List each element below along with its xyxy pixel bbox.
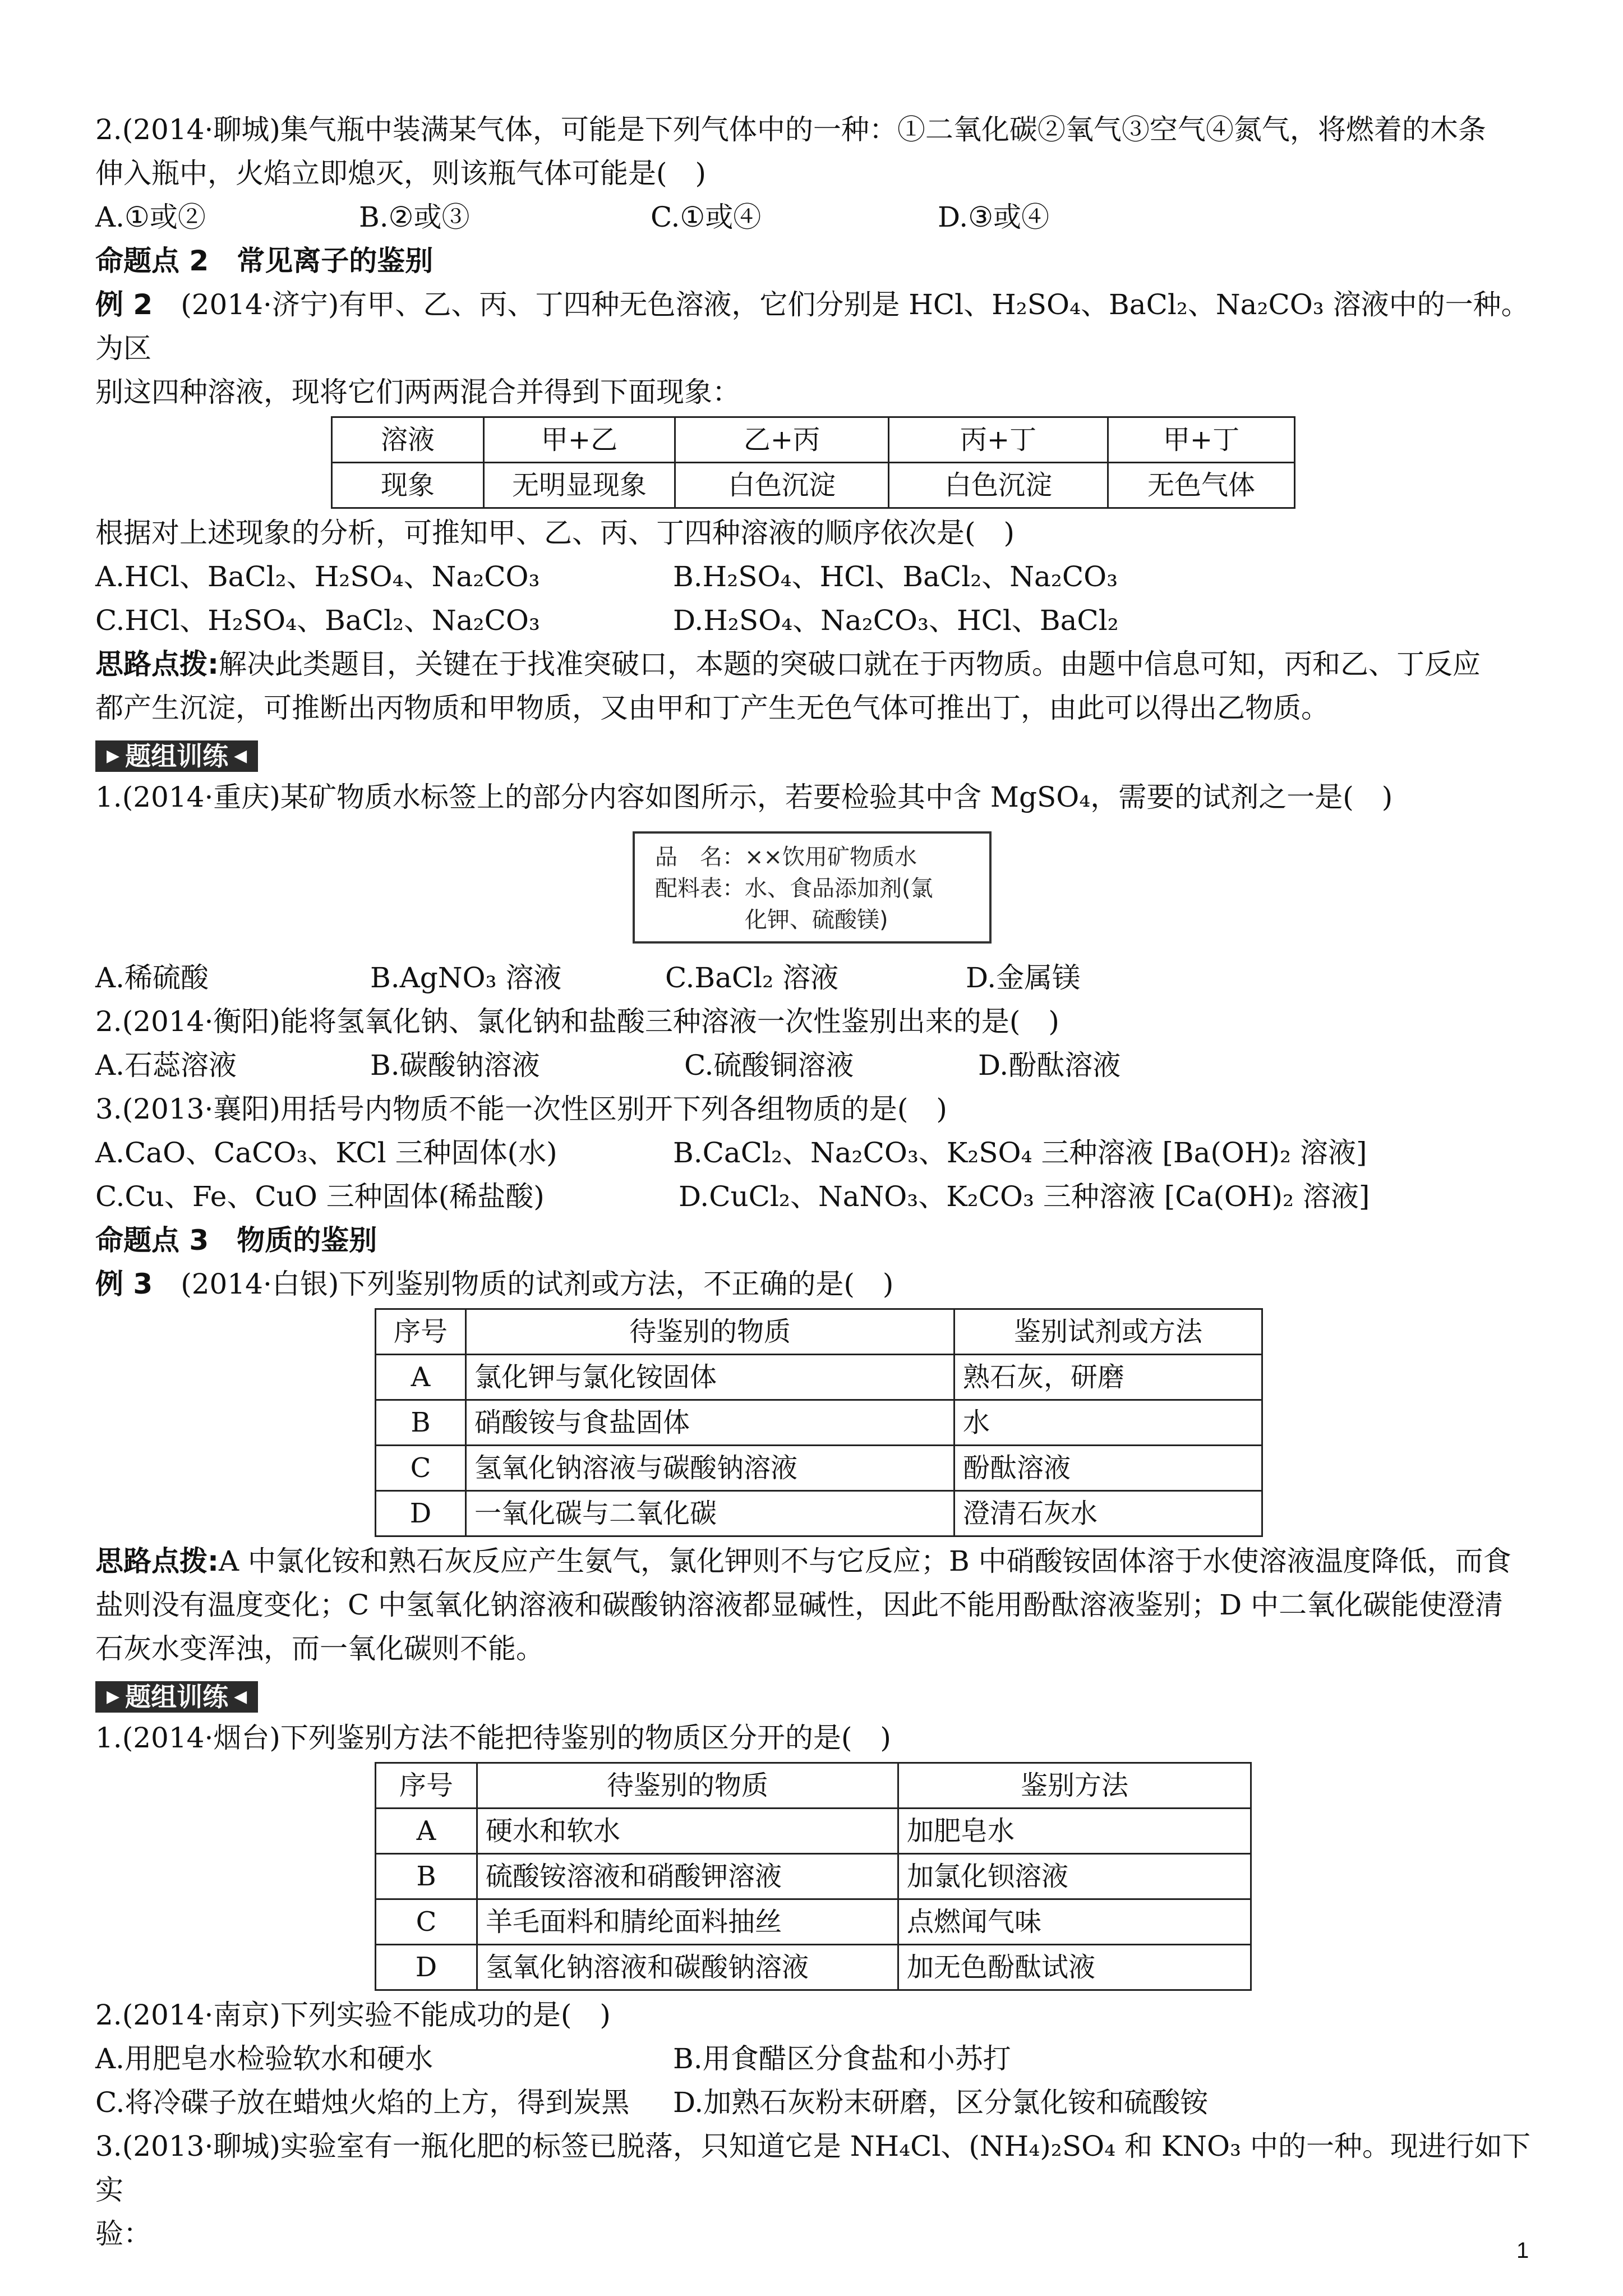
table-row xyxy=(376,1809,1251,1854)
table-cell: 硬水和软水 xyxy=(477,1809,898,1854)
option: A.①或② xyxy=(95,201,206,233)
method-table xyxy=(375,1762,1252,1991)
table-cell: 澄清石灰水 xyxy=(955,1491,1262,1536)
option: B.AgNO₃ 溶液 xyxy=(370,961,562,994)
option: C.①或④ xyxy=(651,201,762,233)
table-cell: 加氯化钡溶液 xyxy=(898,1854,1251,1899)
table-cell: 乙+丙 xyxy=(675,417,889,463)
table-row xyxy=(376,1763,1251,1809)
option: B.碳酸钠溶液 xyxy=(370,1049,540,1082)
hint-text: 石灰水变浑浊，而一氧化碳则不能。 xyxy=(95,1632,544,1665)
identification-table xyxy=(375,1308,1263,1537)
example-text: 例 3 (2014·白银)下列鉴别物质的试剂或方法，不正确的是( ) xyxy=(95,1268,894,1300)
mineral-water-label-image: 品 名：××饮用矿物质水 配料表：水、食品添加剂(氯 化钾、硫酸镁) xyxy=(633,831,992,944)
table-cell: 甲+乙 xyxy=(484,417,675,463)
table-cell: B xyxy=(376,1854,477,1899)
table-row xyxy=(376,1854,1251,1899)
table-cell: 酚酞溶液 xyxy=(955,1446,1262,1491)
section-heading: 命题点 3 物质的鉴别 xyxy=(95,1224,377,1257)
options-row xyxy=(95,599,1531,642)
play-icon: ▶ xyxy=(107,1687,120,1706)
play-icon: ▶ xyxy=(107,746,120,766)
option: D.CuCl₂、NaNO₃、K₂CO₃ 三种溶液 [Ca(OH)₂ 溶液] xyxy=(679,1180,1370,1213)
table-row xyxy=(332,417,1295,463)
example-text: 例 2 (2014·济宁)有甲、乙、丙、丁四种无色溶液，它们分别是 HCl、H₂SO₄、BaCl₂、Na₂CO₃ 溶液中的一种。为区 xyxy=(95,288,1529,365)
question-text: 伸入瓶中，火焰立即熄灭，则该瓶气体可能是( ) xyxy=(95,157,707,190)
hint-text: 盐则没有温度变化；C 中氢氧化钠溶液和碳酸钠溶液都显碱性，因此不能用酚酞溶液鉴别；D 中二氧化碳能使澄清 xyxy=(95,1589,1504,1621)
options-row xyxy=(95,956,1531,1000)
table-cell: C xyxy=(376,1899,477,1945)
table-cell: 羊毛面料和腈纶面料抽丝 xyxy=(477,1899,898,1945)
table-cell: A xyxy=(376,1809,477,1854)
table-cell: 硫酸铵溶液和硝酸钾溶液 xyxy=(477,1854,898,1899)
hint-text: 思路点拨:A 中氯化铵和熟石灰反应产生氨气，氯化钾则不与它反应；B 中硝酸铵固体溶于水使溶液温度降低，而食 xyxy=(95,1545,1511,1577)
table-row xyxy=(376,1309,1262,1355)
option: B.CaCl₂、Na₂CO₃、K₂SO₄ 三种溶液 [Ba(OH)₂ 溶液] xyxy=(673,1137,1367,1169)
option: D.H₂SO₄、Na₂CO₃、HCl、BaCl₂ xyxy=(673,604,1119,637)
option: C.Cu、Fe、CuO 三种固体(稀盐酸) xyxy=(95,1180,545,1213)
table-row xyxy=(376,1899,1251,1945)
table-cell: B xyxy=(376,1400,466,1446)
table-cell: 序号 xyxy=(376,1763,477,1809)
table-cell: 无色气体 xyxy=(1108,463,1295,508)
options-row xyxy=(95,2037,1531,2081)
table-cell: 点燃闻气味 xyxy=(898,1899,1251,1945)
table-cell: A xyxy=(376,1355,466,1400)
option: D.酚酞溶液 xyxy=(978,1049,1121,1082)
table-cell: 加肥皂水 xyxy=(898,1809,1251,1854)
group-training-label: ▶ 题组训练 ◀ xyxy=(95,740,258,772)
table-cell: 待鉴别的物质 xyxy=(466,1309,955,1355)
question-text: 根据对上述现象的分析，可推知甲、乙、丙、丁四种溶液的顺序依次是( ) xyxy=(95,517,1015,549)
table-cell: 白色沉淀 xyxy=(675,463,889,508)
table-cell: 溶液 xyxy=(332,417,484,463)
table-cell: 硝酸铵与食盐固体 xyxy=(466,1400,955,1446)
phenomena-table xyxy=(331,416,1295,509)
table-cell: 加无色酚酞试液 xyxy=(898,1945,1251,1990)
group-training-label: ▶ 题组训练 ◀ xyxy=(95,1681,258,1713)
option: C.BaCl₂ 溶液 xyxy=(665,961,839,994)
table-row xyxy=(376,1446,1262,1491)
option: B.H₂SO₄、HCl、BaCl₂、Na₂CO₃ xyxy=(673,560,1118,593)
options-row xyxy=(95,2081,1531,2124)
option: C.HCl、H₂SO₄、BaCl₂、Na₂CO₃ xyxy=(95,604,540,637)
table-row xyxy=(376,1491,1262,1536)
option: A.稀硫酸 xyxy=(95,961,209,994)
option: B.用食醋区分食盐和小苏打 xyxy=(673,2042,1011,2075)
table-cell: D xyxy=(376,1945,477,1990)
table-cell: 一氧化碳与二氧化碳 xyxy=(466,1491,955,1536)
option: D.加熟石灰粉末研磨，区分氯化铵和硫酸铵 xyxy=(673,2086,1209,2119)
options-row xyxy=(95,195,1531,239)
question-text: 3.(2013·聊城)实验室有一瓶化肥的标签已脱落，只知道它是 NH₄Cl、(NH₄)₂SO₄ 和 KNO₃ 中的一种。现进行如下实 xyxy=(95,2130,1530,2206)
table-cell: 氯化钾与氯化铵固体 xyxy=(466,1355,955,1400)
table-row xyxy=(332,463,1295,508)
table-cell: 现象 xyxy=(332,463,484,508)
options-row xyxy=(95,1131,1531,1175)
question-text: 2.(2014·聊城)集气瓶中装满某气体，可能是下列气体中的一种：①二氧化碳②氧气③空气④氮气，将燃着的木条 xyxy=(95,113,1486,146)
options-row xyxy=(95,1175,1531,1218)
question-text: 3.(2013·襄阳)用括号内物质不能一次性区别开下列各组物质的是( ) xyxy=(95,1093,947,1125)
table-cell: 甲+丁 xyxy=(1108,417,1295,463)
option: C.硫酸铜溶液 xyxy=(684,1049,854,1082)
page-number: 1 xyxy=(1516,2238,1529,2263)
example-label: 例 3 xyxy=(95,1268,153,1300)
table-row xyxy=(376,1945,1251,1990)
document-page xyxy=(95,108,1531,2256)
option: A.HCl、BaCl₂、H₂SO₄、Na₂CO₃ xyxy=(95,560,540,593)
hint-label: 思路点拨: xyxy=(95,1545,219,1577)
table-cell: 氢氧化钠溶液和碳酸钠溶液 xyxy=(477,1945,898,1990)
question-text: 验： xyxy=(95,2217,151,2250)
option: D.金属镁 xyxy=(966,961,1081,994)
hint-text: 思路点拨:解决此类题目，关键在于找准突破口，本题的突破口就在于丙物质。由题中信息可知，丙和乙、丁反应 xyxy=(95,648,1481,680)
example-text: 别这四种溶液，现将它们两两混合并得到下面现象： xyxy=(95,376,740,408)
table-cell: 无明显现象 xyxy=(484,463,675,508)
question-text: 2.(2014·南京)下列实验不能成功的是( ) xyxy=(95,1999,611,2031)
play-left-icon: ◀ xyxy=(234,746,247,766)
table-cell: C xyxy=(376,1446,466,1491)
question-text: 1.(2014·烟台)下列鉴别方法不能把待鉴别的物质区分开的是( ) xyxy=(95,1722,891,1754)
option: A.用肥皂水检验软水和硬水 xyxy=(95,2042,434,2075)
table-row xyxy=(376,1400,1262,1446)
table-cell: 丙+丁 xyxy=(889,417,1108,463)
table-cell: 鉴别方法 xyxy=(898,1763,1251,1809)
play-left-icon: ◀ xyxy=(234,1687,247,1706)
example-label: 例 2 xyxy=(95,288,153,321)
table-cell: 鉴别试剂或方法 xyxy=(955,1309,1262,1355)
table-cell: 水 xyxy=(955,1400,1262,1446)
table-cell: D xyxy=(376,1491,466,1536)
question-text: 1.(2014·重庆)某矿物质水标签上的部分内容如图所示，若要检验其中含 MgSO₄，需要的试剂之一是( ) xyxy=(95,781,1393,813)
options-row xyxy=(95,555,1531,599)
table-cell: 熟石灰，研磨 xyxy=(955,1355,1262,1400)
option: D.③或④ xyxy=(938,201,1050,233)
option: C.将冷碟子放在蜡烛火焰的上方，得到炭黑 xyxy=(95,2086,630,2119)
question-text: 2.(2014·衡阳)能将氢氧化钠、氯化钠和盐酸三种溶液一次性鉴别出来的是( ) xyxy=(95,1005,1059,1038)
section-heading: 命题点 2 常见离子的鉴别 xyxy=(95,245,434,277)
hint-label: 思路点拨: xyxy=(95,648,219,680)
table-cell: 待鉴别的物质 xyxy=(477,1763,898,1809)
option: B.②或③ xyxy=(359,201,470,233)
option: A.石蕊溶液 xyxy=(95,1049,237,1082)
option: A.CaO、CaCO₃、KCl 三种固体(水) xyxy=(95,1137,557,1169)
table-row xyxy=(376,1355,1262,1400)
hint-text: 都产生沉淀，可推断出丙物质和甲物质，又由甲和丁产生无色气体可推出丁，由此可以得出乙物质。 xyxy=(95,692,1329,724)
options-row xyxy=(95,1043,1531,1087)
table-cell: 白色沉淀 xyxy=(889,463,1108,508)
table-cell: 序号 xyxy=(376,1309,466,1355)
table-cell: 氢氧化钠溶液与碳酸钠溶液 xyxy=(466,1446,955,1491)
